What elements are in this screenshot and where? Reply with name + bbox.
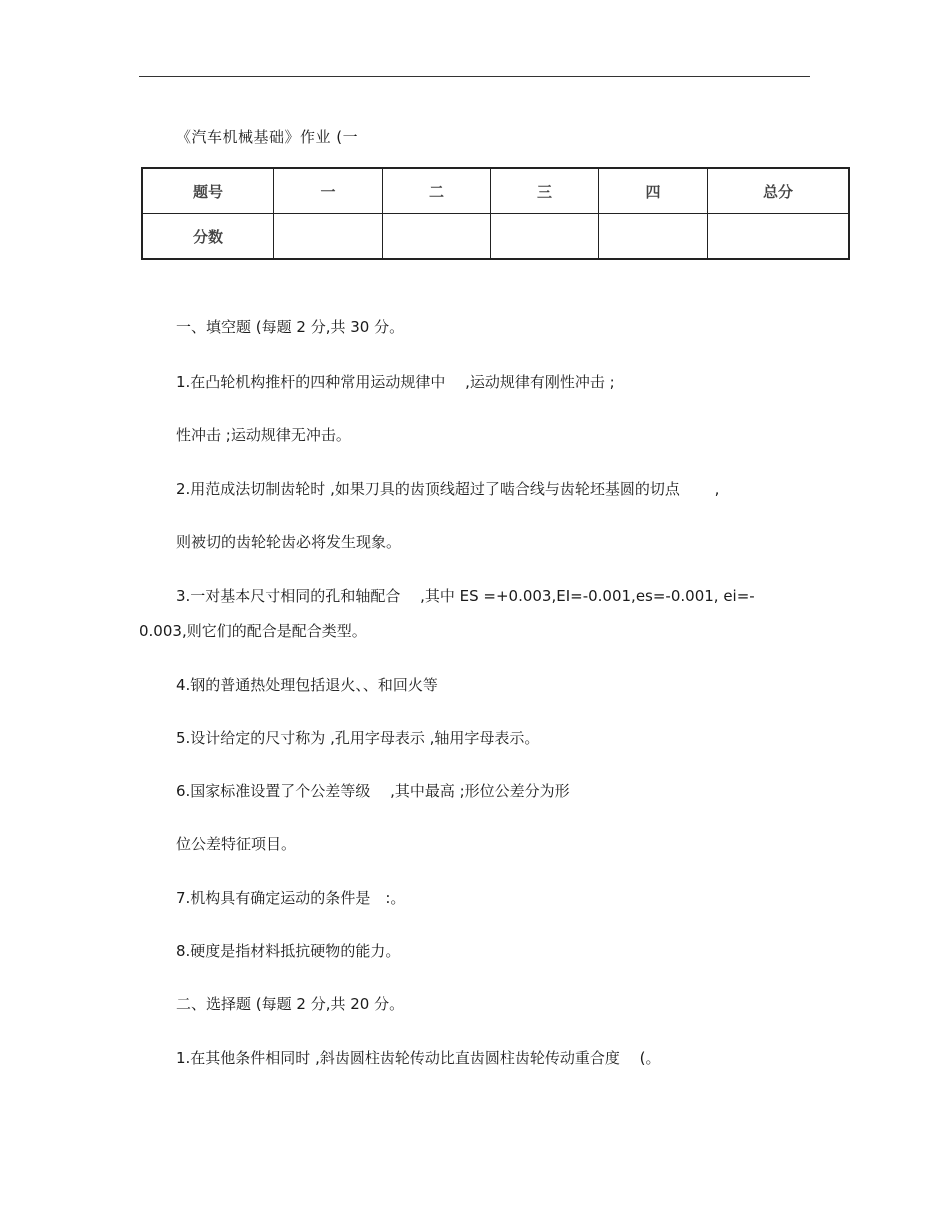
header-rule [139,76,810,77]
header-cell-part-2: 二 [383,168,491,214]
header-cell-total: 总分 [708,168,850,214]
score-table-header-row [142,168,849,214]
question-line: 1.在其他条件相同时 ,斜齿圆柱齿轮传动比直齿圆柱齿轮传动重合度 (。 [176,1049,661,1067]
question-line: 8.硬度是指材料抵抗硬物的能力。 [176,942,401,960]
score-cell-part-2[interactable] [383,214,491,260]
score-table-score-row [142,214,849,260]
header-cell-part-1: 一 [274,168,383,214]
section-heading-fill-in: 一、填空题 (每题 2 分,共 30 分。 [176,318,405,336]
question-line: 6.国家标准设置了个公差等级 ,其中最高 ;形位公差分为形 [176,782,570,800]
question-line: 性冲击 ;运动规律无冲击。 [176,426,351,444]
score-cell-part-3[interactable] [491,214,599,260]
question-line: 4.钢的普通热处理包括退火、、和回火等 [176,676,438,694]
question-line: 2.用范成法切制齿轮时 ,如果刀具的齿顶线超过了啮合线与齿轮坯基圆的切点 , [176,480,720,498]
question-line: 7.机构具有确定运动的条件是 :。 [176,889,406,907]
score-table [141,167,850,260]
question-line: 1.在凸轮机构推杆的四种常用运动规律中 ,运动规律有刚性冲击 ; [176,373,615,391]
score-row-label: 分数 [142,214,274,260]
document-title: 《汽车机械基础》作业 (一 [176,128,359,146]
score-cell-part-4[interactable] [599,214,708,260]
header-cell-part-4: 四 [599,168,708,214]
question-line: 3.一对基本尺寸相同的孔和轴配合 ,其中 ES =+0.003,EI=-0.001,es=-0.001, ei=- [176,587,755,605]
question-line: 则被切的齿轮轮齿必将发生现象。 [176,533,402,551]
section-heading-choice: 二、选择题 (每题 2 分,共 20 分。 [176,995,405,1013]
header-cell-question-no: 题号 [142,168,274,214]
header-cell-part-3: 三 [491,168,599,214]
question-line: 5.设计给定的尺寸称为 ,孔用字母表示 ,轴用字母表示。 [176,729,540,747]
question-line: 位公差特征项目。 [176,835,297,853]
score-cell-part-1[interactable] [274,214,383,260]
question-line: 0.003,则它们的配合是配合类型。 [139,622,367,640]
score-cell-total[interactable] [708,214,850,260]
